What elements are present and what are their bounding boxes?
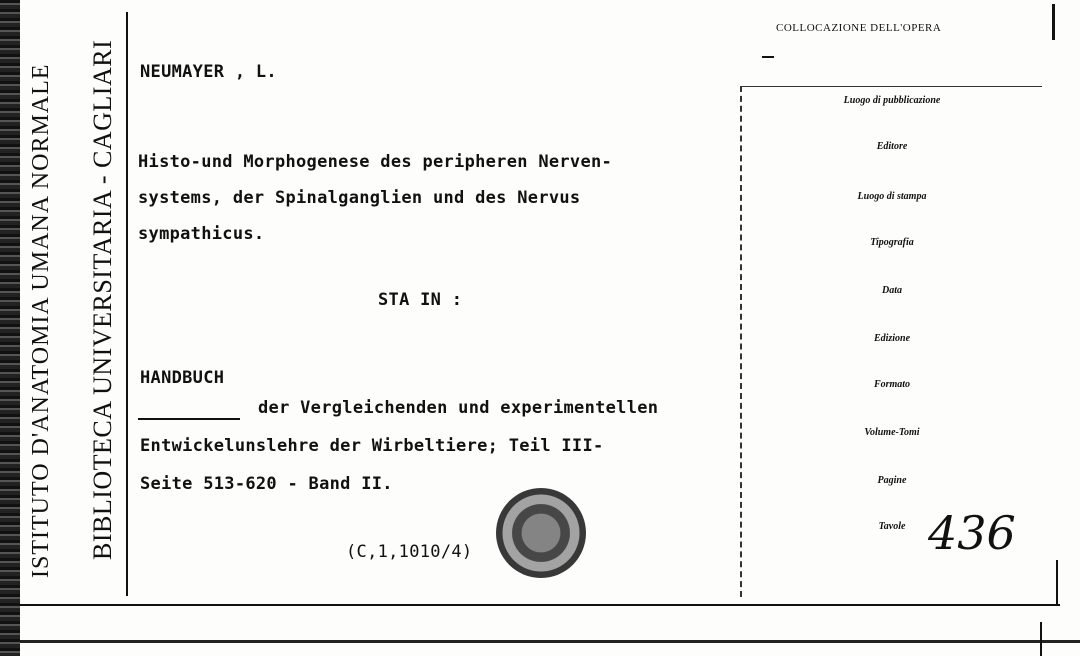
corner-mark	[1052, 4, 1055, 40]
author: NEUMAYER , L.	[140, 62, 277, 82]
field-edizione: Edizione	[873, 333, 911, 344]
institute-stamp: ISTITUTO D'ANATOMIA UMANA NORMALE	[28, 63, 54, 578]
sta-in-label: STA IN :	[378, 290, 463, 310]
right-edge-rule	[1056, 560, 1058, 604]
collocazione-header: COLLOCAZIONE DELL'OPERA	[776, 22, 942, 34]
field-luogo-pubblicazione: Luogo di pubblicazione	[843, 95, 941, 106]
source-line-3: Entwickelunslehre der Wirbeltiere; Teil III-	[140, 436, 604, 456]
field-volume-tomi: Volume-Tomi	[864, 427, 920, 438]
ink-seal	[496, 488, 586, 578]
margin-rule	[126, 12, 128, 596]
card-edge-strip	[0, 0, 20, 656]
field-editore: Editore	[876, 141, 908, 152]
library-stamp: BIBLIOTECA UNIVERSITARIA - CAGLIARI	[88, 39, 117, 560]
source-line-4: Seite 513-620 - Band II.	[140, 474, 393, 494]
title-line-2: systems, der Spinalganglien und des Nervus	[138, 188, 581, 208]
field-tavole: Tavole	[878, 521, 906, 532]
field-luogo-stampa: Luogo di stampa	[857, 191, 927, 202]
card-bottom-rule	[20, 604, 1060, 606]
blank-underline	[138, 418, 240, 420]
title-line-3: sympathicus.	[138, 224, 265, 244]
source-line-2: der Vergleichenden und experimentellen	[258, 398, 659, 418]
handwritten-number: 436	[928, 506, 1016, 560]
card-bottom-edge	[20, 640, 1080, 643]
field-tipografia: Tipografia	[870, 237, 914, 248]
field-formato: Formato	[873, 379, 911, 390]
bottom-tick	[1040, 622, 1042, 656]
field-data: Data	[882, 285, 902, 296]
header-dash	[762, 56, 774, 58]
title-line-1: Histo-und Morphogenese des peripheren Nerven-	[138, 152, 613, 172]
shelfmark: (C,1,1010/4)	[346, 542, 473, 562]
source-line-1: HANDBUCH	[140, 368, 225, 388]
field-pagine: Pagine	[877, 475, 907, 486]
